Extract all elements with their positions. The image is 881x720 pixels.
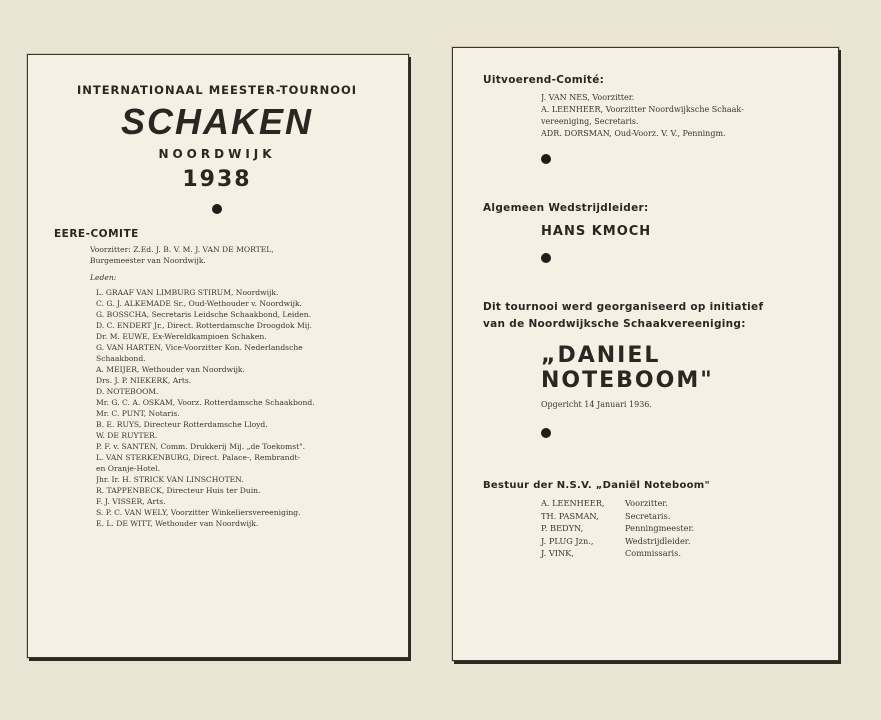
list-item: W. DE RUYTER.	[96, 431, 158, 440]
board-member-name: A. LEENHEER,	[541, 498, 605, 508]
list-item: Jhr. Ir. H. STRICK VAN LINSCHOTEN.	[96, 475, 244, 484]
table-row	[483, 510, 814, 523]
list-item: R. TAPPENBECK, Directeur Huis ter Duin.	[96, 486, 261, 495]
bullet-dot-icon	[541, 154, 551, 164]
tournament-year: 1938	[182, 167, 252, 192]
list-item: E. L. DE WITT, Wethouder van Noordwijk.	[96, 519, 259, 528]
list-item: ADR. DORSMAN, Oud-Voorz. V. V., Penningm.	[541, 129, 726, 138]
list-item: A. MEIJER, Wethouder van Noordwijk.	[96, 365, 245, 374]
executive-committee-heading: Uitvoerend-Comité:	[483, 74, 605, 86]
board-member-role: Voorzitter.	[625, 498, 668, 508]
members-list	[54, 287, 380, 529]
table-row	[483, 535, 814, 548]
board-member-role: Secretaris.	[625, 510, 671, 521]
list-item: en Oranje-Hotel.	[96, 464, 161, 473]
board-heading: Bestuur der N.S.V. „Daniël Noteboom"	[483, 480, 711, 491]
list-item: F. J. VISSER, Arts.	[96, 497, 166, 506]
board-member-role: Commissaris.	[625, 548, 681, 558]
list-item: A. LEENHEER, Voorzitter Noordwijksche Schaak-	[541, 105, 744, 114]
chair-line: Voorzitter: Z.Ed. J. B. V. M. J. VAN DE MORTEL,	[90, 245, 274, 254]
list-item: G. VAN HARTEN, Vice-Voorzitter Kon. Nederlandsche	[96, 343, 303, 352]
bullet-dot-icon	[541, 253, 551, 263]
list-item: Dr. M. EUWE, Ex-Wereldkampioen Schaken.	[96, 332, 267, 341]
club-name: „DANIEL NOTEBOOM"	[541, 343, 714, 393]
right-page	[452, 47, 839, 661]
chair-block	[54, 244, 380, 266]
list-item: Drs. J. P. NIEKERK, Arts.	[96, 376, 192, 385]
list-item: vereeniging, Secretaris.	[541, 117, 639, 126]
list-item: Mr. G. C. A. OSKAM, Voorz. Rotterdamsche Schaakbond.	[96, 398, 315, 407]
board-member-name: J. VINK,	[541, 548, 574, 558]
board-member-name: P. BEDYN,	[541, 523, 584, 533]
director-name: HANS KMOCH	[541, 224, 652, 239]
list-item: G. BOSSCHA, Secretaris Leidsche Schaakbond, Leiden.	[96, 310, 312, 319]
members-label: Leden:	[90, 273, 117, 282]
founded-date: Opgericht 14 Januari 1936.	[541, 400, 652, 409]
board-member-name: TH. PASMAN,	[541, 510, 599, 521]
eere-comite-heading: EERE-COMITE	[54, 228, 139, 240]
list-item: B. E. RUYS, Directeur Rotterdamsche Lloyd.	[96, 420, 268, 429]
board-member-role: Penningmeester.	[625, 523, 695, 533]
executive-committee-list	[483, 92, 814, 140]
initiative-line: Dit tournooi werd georganiseerd op initiatief	[483, 301, 764, 313]
list-item: C. G. J. ALKEMADE Sr., Oud-Wethouder v. Noordwijk.	[96, 299, 302, 308]
list-item: L. GRAAF VAN LIMBURG STIRUM, Noordwijk.	[96, 288, 279, 297]
list-item: Mr. C. PUNT, Notaris.	[96, 409, 180, 418]
list-item: D. NOTEBOOM.	[96, 387, 159, 396]
board-member-name: J. PLUG Jzn.,	[541, 535, 594, 546]
initiative-text	[483, 299, 814, 333]
board-list	[483, 497, 814, 560]
list-item: Schaakbond.	[96, 354, 146, 363]
left-page	[27, 54, 409, 658]
list-item: D. C. ENDERT Jr., Direct. Rotterdamsche Droogdok Mij.	[96, 321, 312, 330]
bullet-dot-icon	[212, 204, 222, 214]
table-row	[483, 547, 814, 560]
initiative-line: van de Noordwijksche Schaakvereeniging:	[483, 318, 746, 330]
table-row	[483, 522, 814, 535]
board-member-role: Wedstrijdleider.	[625, 535, 691, 546]
tournament-place: NOORDWIJK	[158, 147, 276, 161]
table-row	[483, 497, 814, 510]
tournament-title: SCHAKEN	[120, 101, 313, 142]
tournament-subtitle: INTERNATIONAAL MEESTER-TOURNOOI	[76, 83, 358, 97]
chair-line: Burgemeester van Noordwijk.	[90, 256, 206, 265]
bullet-dot-icon	[541, 428, 551, 438]
list-item: P. F. v. SANTEN, Comm. Drukkerij Mij. „de Toekomst".	[96, 442, 306, 451]
list-item: L. VAN STERKENBURG, Direct. Palace-, Rembrandt-	[96, 453, 301, 462]
list-item: J. VAN NES, Voorzitter.	[541, 93, 635, 102]
list-item: S. P. C. VAN WELY, Voorzitter Winkeliersvereeniging.	[96, 508, 301, 517]
director-heading: Algemeen Wedstrijdleider:	[483, 202, 649, 214]
